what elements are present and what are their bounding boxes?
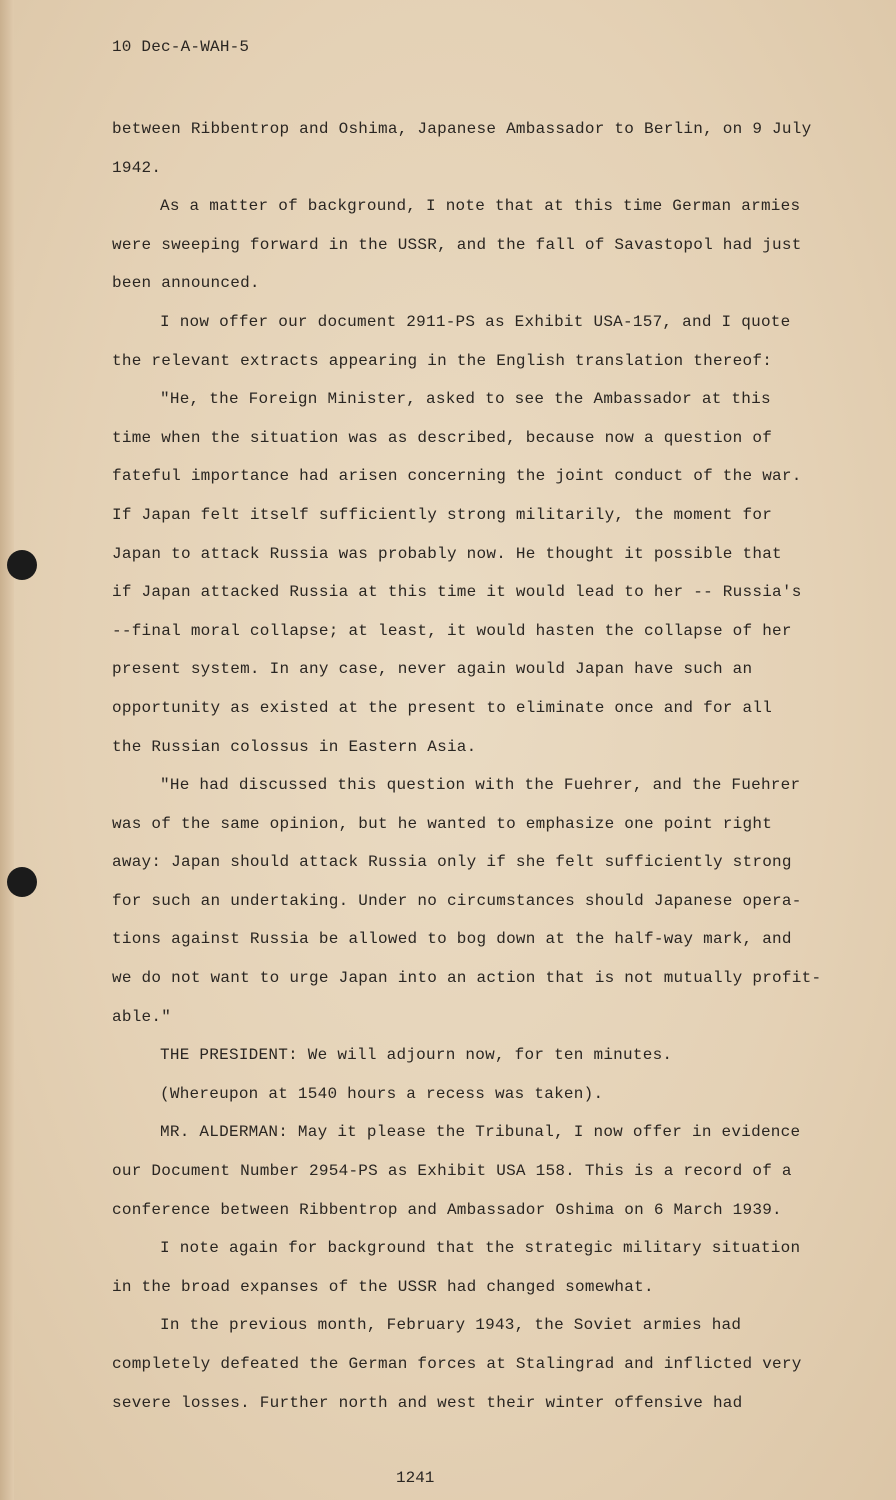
text-line: I now offer our document 2911-PS as Exhibit USA-157, and I quote bbox=[160, 312, 791, 331]
text-line: opportunity as existed at the present to eliminate once and for all bbox=[112, 698, 773, 717]
text-line: "He, the Foreign Minister, asked to see the Ambassador at this bbox=[160, 390, 771, 409]
text-line: tions against Russia be allowed to bog down at the half-way mark, and bbox=[112, 930, 792, 949]
text-line: fateful importance had arisen concerning the joint conduct of the war. bbox=[112, 467, 802, 486]
text-line: able." bbox=[112, 1007, 172, 1026]
text-line: completely defeated the German forces at Stalingrad and inflicted very bbox=[112, 1355, 802, 1373]
text-line: (Whereupon at 1540 hours a recess was taken). bbox=[160, 1084, 604, 1103]
text-line: severe losses. Further north and west their winter offensive had bbox=[112, 1393, 743, 1412]
text-line: we do not want to urge Japan into an action that is not mutually profit- bbox=[112, 969, 822, 988]
body-text bbox=[112, 110, 822, 1422]
text-line: I note again for background that the strategic military situation bbox=[160, 1239, 801, 1258]
document-id: 10 Dec-A-WAH-5 bbox=[112, 38, 250, 56]
text-line: the Russian colossus in Eastern Asia. bbox=[112, 737, 477, 756]
text-line: If Japan felt itself sufficiently strong militarily, the moment for bbox=[112, 505, 773, 524]
text-line: MR. ALDERMAN: May it please the Tribunal, I now offer in evidence bbox=[160, 1123, 801, 1142]
text-line: was of the same opinion, but he wanted to emphasize one point right bbox=[112, 814, 773, 833]
text-line: 1942. bbox=[112, 158, 162, 177]
text-line: present system. In any case, never again would Japan have such an bbox=[112, 660, 753, 679]
text-line: conference between Ribbentrop and Ambassador Oshima on 6 March 1939. bbox=[112, 1200, 782, 1219]
text-line: In the previous month, February 1943, the Soviet armies had bbox=[160, 1316, 742, 1335]
text-line: if Japan attacked Russia at this time it would lead to her -- Russia's bbox=[112, 583, 802, 602]
text-line: the relevant extracts appearing in the English translation thereof: bbox=[112, 351, 773, 370]
page-number: 1241 bbox=[396, 1469, 435, 1487]
text-line: were sweeping forward in the USSR, and the fall of Savastopol had just bbox=[112, 235, 802, 254]
text-line: THE PRESIDENT: We will adjourn now, for ten minutes. bbox=[160, 1046, 673, 1065]
text-line: our Document Number 2954-PS as Exhibit USA 158. This is a record of a bbox=[112, 1162, 792, 1181]
text-line: for such an undertaking. Under no circumstances should Japanese opera- bbox=[112, 891, 802, 910]
text-line: between Ribbentrop and Oshima, Japanese Ambassador to Berlin, on 9 July bbox=[112, 120, 812, 138]
punch-hole-icon bbox=[7, 550, 37, 580]
text-line: As a matter of background, I note that at this time German armies bbox=[160, 197, 801, 216]
text-line: been announced. bbox=[112, 274, 260, 293]
page-edge-shadow bbox=[0, 0, 14, 1500]
text-line: away: Japan should attack Russia only if she felt sufficiently strong bbox=[112, 853, 792, 872]
text-line: in the broad expanses of the USSR had changed somewhat. bbox=[112, 1277, 654, 1296]
text-line: Japan to attack Russia was probably now. He thought it possible that bbox=[112, 544, 782, 563]
punch-hole-icon bbox=[7, 867, 37, 897]
text-line: "He had discussed this question with the Fuehrer, and the Fuehrer bbox=[160, 776, 801, 795]
text-line: --final moral collapse; at least, it would hasten the collapse of her bbox=[112, 621, 792, 640]
text-line: time when the situation was as described, because now a question of bbox=[112, 428, 773, 447]
